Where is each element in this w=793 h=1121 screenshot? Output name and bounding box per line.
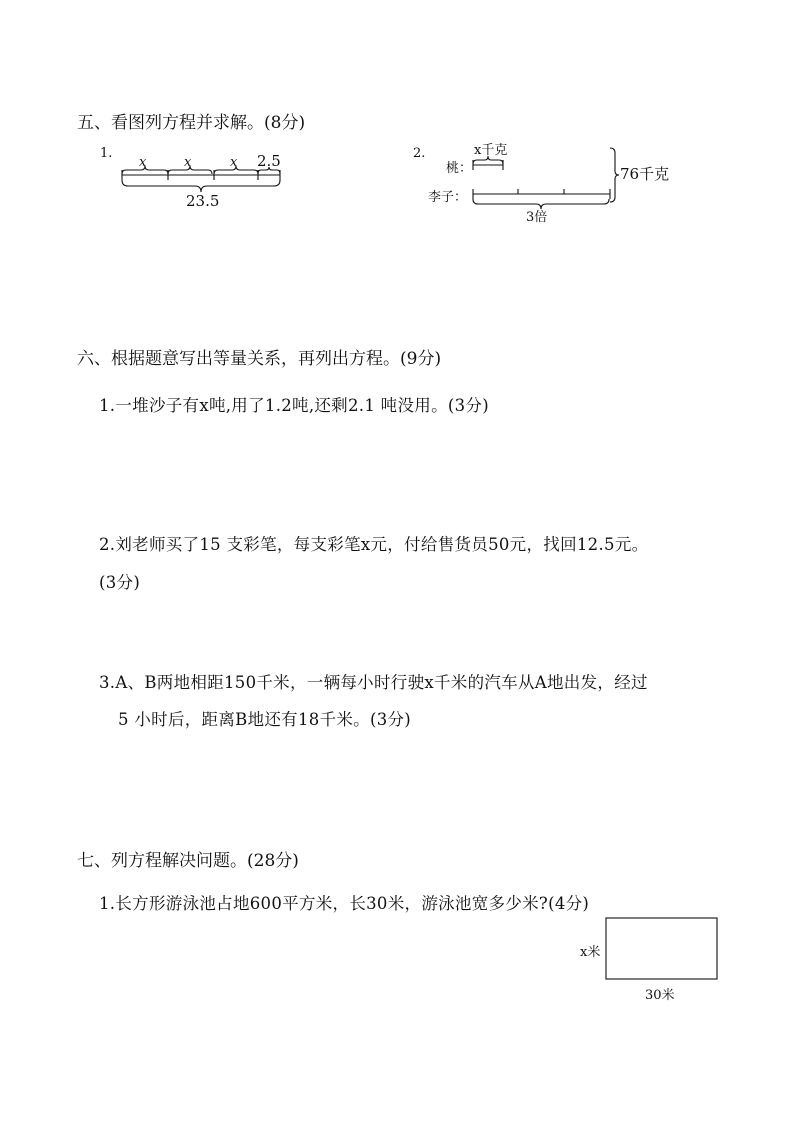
length-label: 30米: [645, 988, 675, 1003]
multiple-label: 3倍: [526, 210, 548, 225]
section7-question-1: 1.长方形游泳池占地600平方米，长30米，游泳池宽多少米?(4分): [99, 894, 590, 913]
section6-heading: 六、根据题意写出等量关系，再列出方程。(9分): [77, 349, 442, 369]
section6-question-3-line2: 5 小时后，距离B地还有18千米。(3分): [118, 710, 412, 729]
segment-label-x-3: x: [230, 155, 238, 170]
section6-question-2-line1: 2.刘老师买了15 支彩笔，每支彩笔x元，付给售货员50元，找回12.5元。: [99, 535, 649, 554]
section6-question-2-line2: (3分): [99, 573, 141, 592]
segment-label-x-1: x: [139, 155, 147, 170]
segment-label-x-2: x: [184, 155, 192, 170]
section6-question-1: 1.一堆沙子有x吨,用了1.2吨,还剩2.1 吨没用。(3分): [99, 396, 489, 415]
figure-1-number: 1.: [100, 146, 113, 161]
peach-row-label: 桃：: [446, 161, 473, 176]
figure-2-number: 2.: [413, 146, 426, 161]
section7-heading: 七、列方程解决问题。(28分): [77, 851, 299, 871]
section6-question-3-line1: 3.A、B两地相距150千米，一辆每小时行驶x千米的汽车从A地出发，经过: [99, 673, 648, 692]
peach-amount-label: x千克: [474, 143, 508, 158]
total-label: 23.5: [186, 192, 220, 210]
total-weight-label: 76千克: [620, 165, 670, 183]
width-label: x米: [580, 945, 601, 960]
segment-label-2-5: 2.5: [257, 152, 281, 170]
section5-heading: 五、看图列方程并求解。(8分): [77, 113, 306, 133]
plum-row-label: 李子：: [428, 190, 468, 205]
